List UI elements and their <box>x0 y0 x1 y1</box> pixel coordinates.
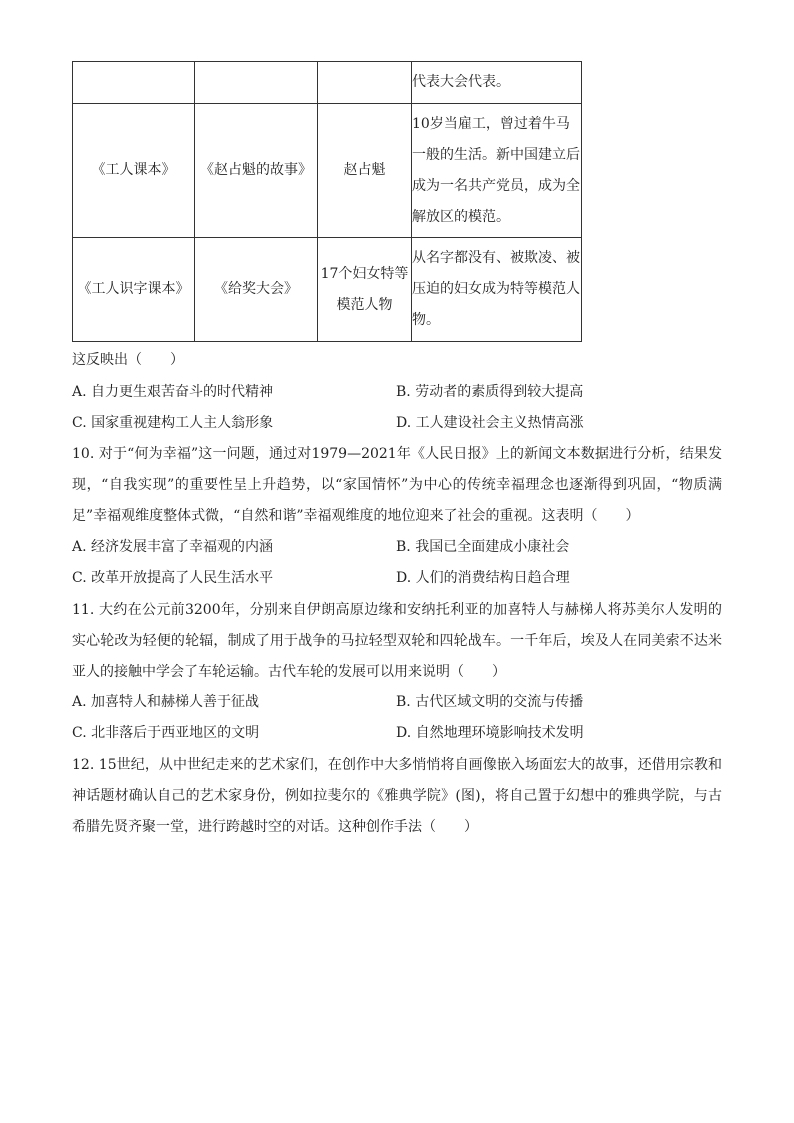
q10-option-b: B. 我国已全面建成小康社会 <box>396 539 570 555</box>
table-cell: 赵占魁 <box>318 104 412 238</box>
q9-option-b: B. 劳动者的素质得到较大提高 <box>396 384 584 400</box>
q9-option-c: C. 国家重视建构工人主人翁形象 <box>72 415 274 431</box>
q10-option-c: C. 改革开放提高了人民生活水平 <box>72 570 274 586</box>
q11-option-c: C. 北非落后于西亚地区的文明 <box>72 725 260 741</box>
q9-option-d: D. 工人建设社会主义热情高涨 <box>396 415 584 431</box>
table-cell: 《工人课本》 <box>73 104 195 238</box>
table-row <box>73 104 582 238</box>
table-cell: 《赵占魁的故事》 <box>195 104 318 238</box>
table-cell: 从名字都没有、被欺凌、被压迫的妇女成为特等模范人物。 <box>412 238 582 342</box>
table-cell: 代表大会代表。 <box>412 62 582 104</box>
q10-stem: 10. 对于“何为幸福”这一问题，通过对1979—2021年《人民日报》上的新闻文本数据进行分析，结果发现，“自我实现”的重要性呈上升趋势，以“家国情怀”为中心的传统幸福理念也逐渐得到巩固，“物质满足”幸福观维度整体式微，“自然和谐”幸福观维度的地位迎来了社会的重视。这表明（ ） <box>72 446 722 524</box>
table-cell: 10岁当雇工，曾过着牛马一般的生活。新中国建立后成为一名共产党员，成为全解放区的模范。 <box>412 104 582 238</box>
table-cell <box>73 62 195 104</box>
table-cell <box>195 62 318 104</box>
q11-option-d: D. 自然地理环境影响技术发明 <box>396 725 584 741</box>
q11-stem: 11. 大约在公元前3200年，分别来自伊朗高原边缘和安纳托利亚的加喜特人与赫梯人将苏美尔人发明的实心轮改为轻便的轮辐，制成了用于战争的马拉轻型双轮和四轮战车。一千年后，埃及人在同美索不达米亚人的接触中学会了车轮运输。古代车轮的发展可以用来说明（ ） <box>72 602 722 680</box>
q11-option-a: A. 加喜特人和赫梯人善于征战 <box>72 694 260 710</box>
table-row <box>73 62 582 104</box>
table-cell: 17个妇女特等模范人物 <box>318 238 412 342</box>
table-cell: 《工人识字课本》 <box>73 238 195 342</box>
table-cell <box>318 62 412 104</box>
q9-option-a: A. 自力更生艰苦奋斗的时代精神 <box>72 384 274 400</box>
q12-stem: 12. 15世纪，从中世纪走来的艺术家们，在创作中大多悄悄将自画像嵌入场面宏大的故事，还借用宗教和神话题材确认自己的艺术家身份，例如拉斐尔的《雅典学院》(图)，将自己置于幻想中的雅典学院，与古希腊先贤齐聚一堂，进行跨越时空的对话。这种创作手法（ ） <box>72 757 722 835</box>
q10-option-a: A. 经济发展丰富了幸福观的内涵 <box>72 539 274 555</box>
table-row <box>73 238 582 342</box>
question-table <box>72 61 582 342</box>
q11-option-b: B. 古代区域文明的交流与传播 <box>396 694 584 710</box>
table-cell: 《给奖大会》 <box>195 238 318 342</box>
q10-option-d: D. 人们的消费结构日趋合理 <box>396 570 570 586</box>
q9-stem-tail: 这反映出（ ） <box>72 352 184 368</box>
